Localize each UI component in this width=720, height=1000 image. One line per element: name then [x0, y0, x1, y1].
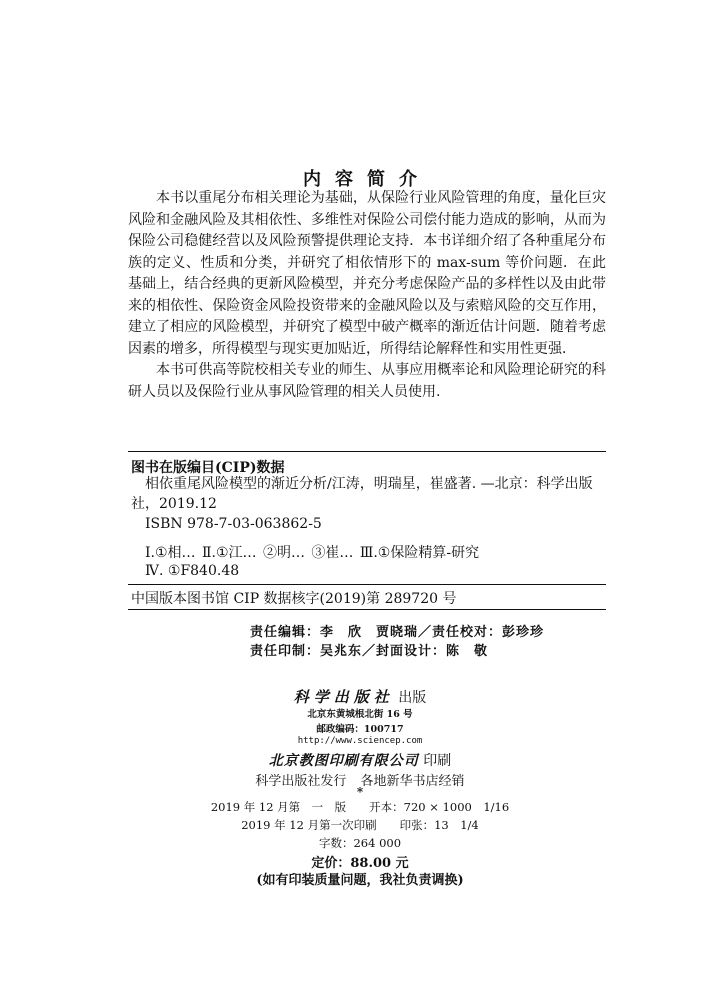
summary-title: 内容简介	[303, 169, 431, 190]
printer-name: 北京教图印刷有限公司	[268, 753, 419, 769]
publisher-suffix: 出版	[398, 690, 427, 706]
cip-isbn: ISBN 978-7-03-063862-5	[145, 516, 322, 532]
summary-body	[128, 188, 606, 403]
printing-line: 2019 年 12 月第一次印刷 印张：13 1/4	[241, 818, 479, 832]
quality-notice: (如有印装质量问题，我社负责调换)	[256, 873, 464, 888]
printer-suffix: 印刷	[423, 753, 452, 769]
summary-paragraph: 本书以重尾分布相关理论为基础，从保险行业风险管理的角度，量化巨灾风险和金融风险及其相依性、多维性对保险公司偿付能力造成的影响，从而为保险公司稳健经营以及风险预警提供理论支持．本书详细介绍了各种重尾分布族的定义、性质和分类，并研究了相依情形下的 max-sum 等价问题．在此基础上，结合经典的更新风险模型，并充分考虑保险产品的多样性以及由此带来的相依性、保险资金风险投资带来的金融风险以及与索赔风险的交互作用，建立了相应的风险模型，并研究了模型中破产概率的渐近估计问题．随着考虑因素的增多，所得模型与现实更加贴近，所得结论解释性和实用性更强．	[128, 190, 606, 357]
word-count: 字数：264 000	[318, 836, 402, 850]
cip-verification: 中国版本图书馆 CIP 数据核字(2019)第 289720 号	[131, 591, 457, 607]
price: 定价：88.00 元	[311, 856, 409, 871]
cip-heading: 图书在版编目(CIP)数据	[131, 460, 285, 476]
cip-classification: Ⅰ.①相… Ⅱ.①江… ②明… ③崔… Ⅲ.①保险精算-研究	[145, 545, 480, 561]
cip-bottom-rule	[128, 609, 606, 610]
publisher-address: 北京东黄城根北街 16 号	[307, 709, 413, 720]
separator-star: *	[356, 785, 364, 799]
printer-line	[0, 750, 720, 770]
summary-paragraph: 本书可供高等院校相关专业的师生、从事应用概率论和风险理论研究的科研人员以及保险行业从事风险管理的相关人员使用.	[128, 362, 606, 400]
credit-production: 责任印制：吴兆东／封面设计：陈 敬	[250, 644, 489, 659]
credit-editors: 责任编辑：李 欣 贾晓瑞／责任校对：彭珍珍	[250, 625, 545, 640]
publisher-name: 科学出版社	[293, 688, 394, 706]
cip-record: 相依重尾风险模型的渐近分析/江涛，明瑞星，崔盛著. —北京：科学出版社，2019.12	[131, 476, 593, 512]
publisher-url: http://www.sciencep.com	[297, 736, 423, 746]
distribution-line: 科学出版社发行 各地新华书店经销	[255, 774, 465, 789]
edition-line: 2019 年 12 月第 一 版 开本：720 × 1000 1/16	[210, 800, 510, 814]
publisher-line	[0, 686, 720, 707]
cip-middle-rule	[128, 584, 606, 585]
cip-top-rule	[128, 451, 606, 452]
cip-classification: Ⅳ. ①F840.48	[145, 563, 240, 579]
publisher-postcode: 邮政编码：100717	[316, 724, 404, 735]
